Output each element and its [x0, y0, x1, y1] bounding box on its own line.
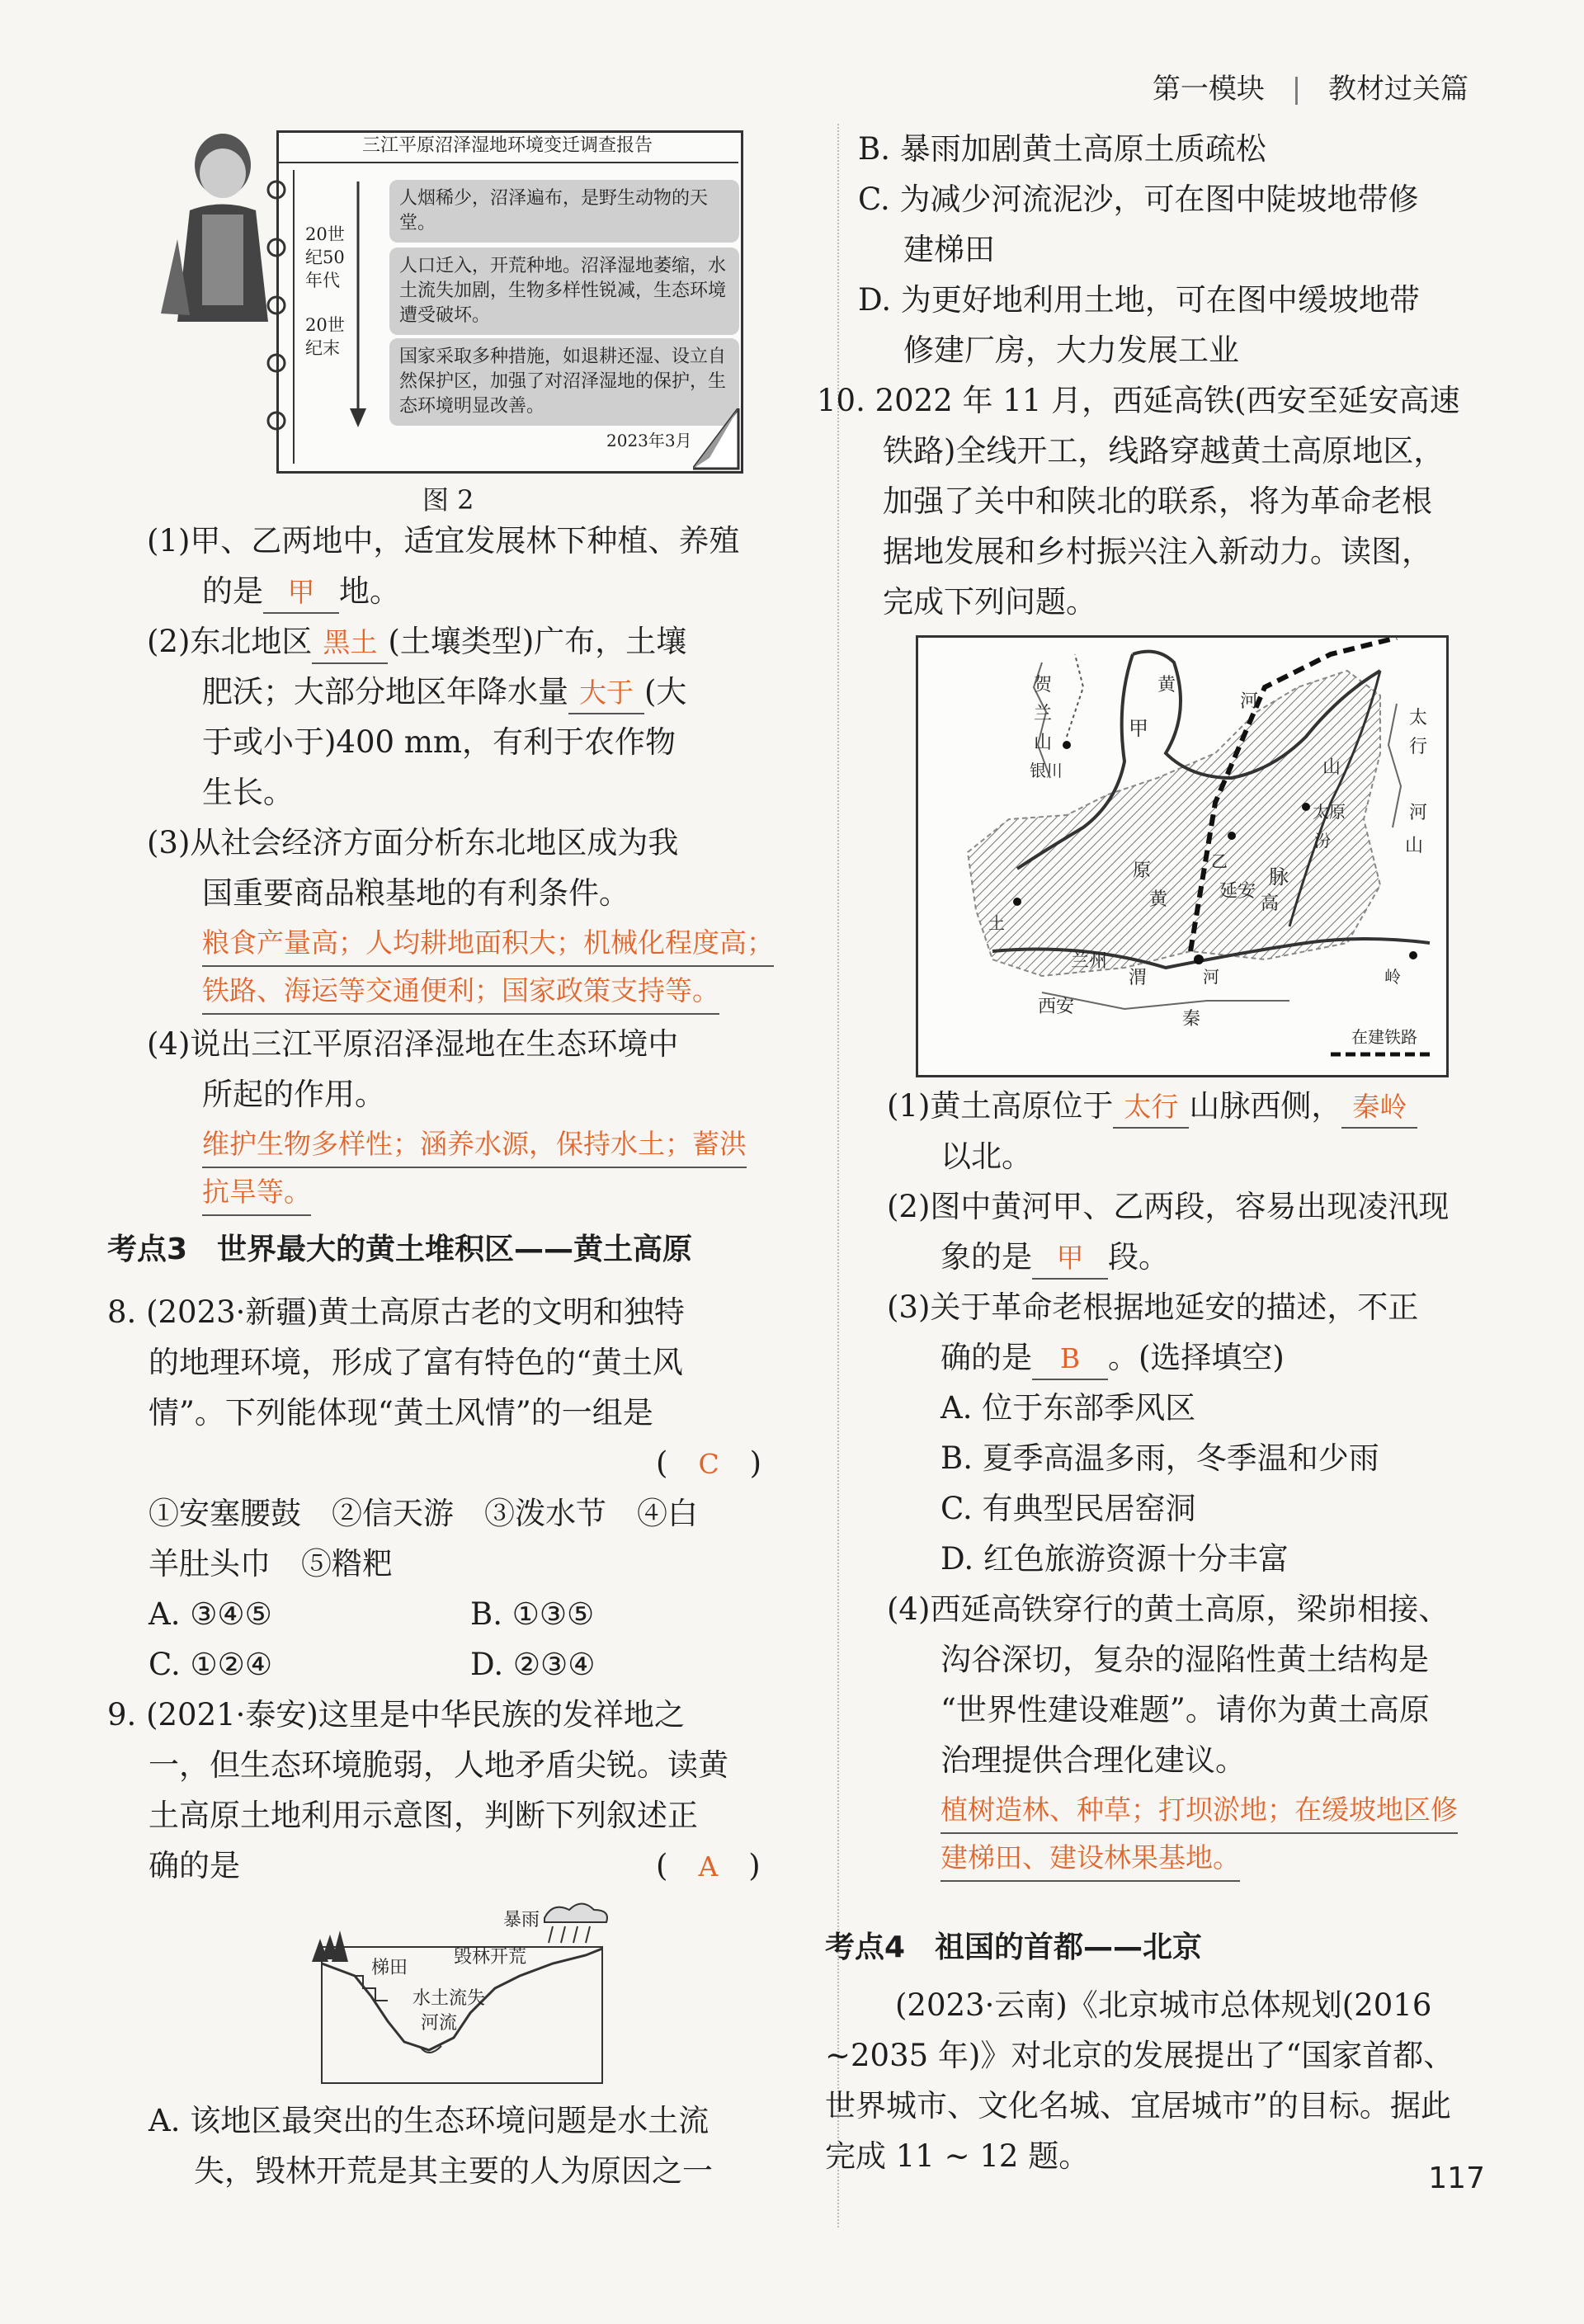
figure-2 — [157, 124, 751, 487]
notebook-rings — [260, 173, 293, 454]
timeline-arrow — [348, 181, 368, 429]
q10-s1-line2: 以北。 — [940, 1138, 1032, 1174]
fig-label-terrace: 梯田 — [371, 1958, 408, 1978]
prev-q2b-post: (大 — [644, 674, 687, 709]
intro-line1: (2023·云南)《北京城市总体规划(2016 — [895, 1987, 1432, 2023]
map-label-shan: 山 — [1034, 733, 1053, 753]
q9-option-c-line1: C. 为减少河流泥沙，可在图中陡坡地带修 — [858, 181, 1419, 217]
q10-line5: 完成下列问题。 — [883, 584, 1096, 620]
map-label-zhengzhou: 岭 — [1384, 967, 1401, 987]
prev-q4-answer-1: 维护生物多样性；涵养水源，保持水土；蓄洪 — [202, 1122, 747, 1168]
q10-s2-answer: 甲 — [1032, 1238, 1108, 1280]
time-label-1950s: 20世纪50年代 — [305, 224, 345, 290]
prev-q2-line3: 于或小于)400 mm，有利于农作物 — [202, 724, 676, 760]
map-label-huang2: 原 — [1133, 860, 1152, 881]
prev-q1-line2 — [202, 566, 400, 617]
q10-s3-line2 — [940, 1332, 1285, 1384]
page-header — [1153, 66, 1468, 106]
map-label-yanan: 乙 — [1211, 851, 1228, 871]
map-label-hang: 行 — [1409, 737, 1428, 757]
prev-q3-line1: (3)从社会经济方面分析东北地区成为我 — [147, 825, 679, 860]
q10-s4-line4: 治理提供合理化建议。 — [940, 1742, 1246, 1778]
q10-s4-answer-1: 植树造林、种草；打坝淤地；在缓坡地区修 — [940, 1788, 1458, 1834]
prev-q2-answer-1: 黑土 — [312, 623, 388, 664]
q10-s3-option-b: B. 夏季高温多雨，冬季温和少雨 — [940, 1440, 1379, 1476]
prev-q2-answer-2: 大于 — [568, 673, 644, 714]
intro-line4: 完成 11 ~ 12 题。 — [825, 2138, 1090, 2174]
prev-q2-line4: 生长。 — [202, 775, 294, 810]
q9-line2: 一，但生态环境脆弱，人地矛盾尖锐。读黄 — [148, 1747, 728, 1783]
q9-option-c-line2: 建梯田 — [903, 232, 995, 267]
report-note-2: 人口迁入，开荒种地。沼泽湿地萎缩，水土流失加剧，生物多样性锐减，生态环境遭受破坏。 — [389, 247, 739, 335]
q10-line4: 据地发展和乡村振兴注入新动力。读图， — [883, 534, 1432, 569]
fig-label-deforestation: 毁林开荒 — [454, 1947, 527, 1968]
q8-line2: 的地理环境，形成了富有特色的“黄土风 — [148, 1345, 683, 1380]
page-curl — [693, 408, 742, 470]
q10-s3-line1: (3)关于革命老根据地延安的描述，不正 — [887, 1289, 1419, 1325]
q8-items-1: ①安塞腰鼓 ②信天游 ③泼水节 ④白 — [148, 1496, 698, 1531]
q10-s4-answer-2: 建梯田、建设林果基地。 — [940, 1836, 1240, 1882]
map-label-xian: 河 — [1203, 967, 1219, 987]
q10-s3-option-a: A. 位于东部季风区 — [940, 1390, 1196, 1426]
map-label-he: 贺 — [1034, 675, 1053, 695]
fig-label-river: 河流 — [421, 2013, 458, 2034]
prev-q4-answer-2: 抗旱等。 — [202, 1170, 311, 1216]
page-number: 117 — [1428, 2161, 1485, 2195]
map-label-qin: 西安 — [1038, 997, 1075, 1017]
prev-q1-line1: (1)甲、乙两地中，适宜发展林下种植、养殖 — [147, 523, 740, 559]
q8-option-c: C. ①②④ — [148, 1647, 273, 1682]
map-label-wei: 兰州 — [1071, 951, 1108, 972]
map-legend-railway: 在建铁路 — [1351, 1027, 1417, 1047]
prev-q2-pre: (2)东北地区 — [147, 624, 313, 659]
prev-q1-post: 地。 — [339, 573, 400, 609]
time-label-late-century: 20世纪末 — [305, 315, 345, 358]
kaodian-4-heading: 考点4 祖国的首都——北京 — [825, 1930, 1203, 1964]
prev-q4-line2: 所起的作用。 — [202, 1077, 385, 1112]
prev-q2-line1 — [147, 616, 686, 667]
prev-q2-line2 — [202, 667, 686, 718]
map-label-lanzhou: 土 — [988, 913, 1005, 933]
report-title: 三江平原沼泽湿地环境变迁调查报告 — [276, 130, 738, 163]
q10-s2-line1: (2)图中黄河甲、乙两段，容易出现凌汛现 — [887, 1189, 1450, 1224]
prev-q1-answer: 甲 — [263, 573, 339, 614]
margin-line — [293, 170, 295, 464]
q10-line3: 加强了关中和陕北的联系，将为革命老根 — [883, 483, 1432, 519]
map-label-shan2: 山 — [1322, 757, 1341, 778]
map-label-gao: 延安 — [1219, 881, 1256, 902]
q8-answer-bracket: ( C ) — [656, 1445, 762, 1481]
map-label-tai: 太 — [1409, 708, 1428, 728]
prev-q2b-pre: 肥沃；大部分地区年降水量 — [202, 674, 568, 709]
q10-s1-line1 — [887, 1081, 1417, 1132]
land-use-figure — [305, 1897, 619, 2087]
map-label-shan3: 河 — [1409, 803, 1428, 823]
q10-s3-option-c: C. 有典型民居窑洞 — [940, 1491, 1196, 1526]
loess-plateau-map — [916, 635, 1449, 1077]
map-label-wei-he: 渭 — [1129, 968, 1148, 988]
report-date: 2023年3月 — [606, 431, 692, 450]
header-section: 教材过关篇 — [1328, 73, 1468, 106]
report-note-3: 国家采取多种措施，如退耕还湿、设立自然保护区，加强了对沼泽湿地的保护，生态环境明显改善。 — [389, 338, 739, 426]
q8-option-d: D. ②③④ — [470, 1647, 596, 1682]
q10-s1-answer-2: 秦岭 — [1341, 1087, 1417, 1129]
q10-s4-line2: 沟谷深切，复杂的湿陷性黄土结构是 — [940, 1642, 1429, 1677]
q9-option-d-line1: D. 为更好地利用土地，可在图中缓坡地带 — [858, 282, 1420, 318]
q10-s4-line1: (4)西延高铁穿行的黄土高原，梁峁相接、 — [887, 1591, 1450, 1627]
q9-line1: 9. (2021·泰安)这里是中华民族的发祥地之 — [107, 1697, 685, 1732]
column-divider — [837, 124, 840, 2227]
q10-s2-post: 段。 — [1108, 1239, 1169, 1275]
prev-q3-answer-2: 铁路、海运等交通便利；国家政策支持等。 — [202, 969, 719, 1015]
intro-line3: 世界城市、文化名城、宜居城市”的目标。据此 — [825, 2088, 1451, 2124]
q9-answer: A — [698, 1850, 719, 1883]
q9-option-a-line2: 失，毁林开荒是其主要的人为原因之一 — [194, 2153, 713, 2189]
q10-s3-answer: B — [1032, 1339, 1108, 1380]
q10-s3-option-d: D. 红色旅游资源十分丰富 — [940, 1541, 1289, 1577]
q8-answer: C — [698, 1448, 719, 1480]
q9-option-a-line1: A. 该地区最突出的生态环境问题是水土流 — [148, 2103, 710, 2138]
prev-q4-line1: (4)说出三江平原沼泽湿地在生态环境中 — [147, 1026, 679, 1062]
q10-s2-line2 — [940, 1232, 1169, 1283]
prev-q3-answer-1: 粮食产量高；人均耕地面积大；机械化程度高； — [202, 921, 774, 967]
q10-s3-pre: 确的是 — [940, 1340, 1032, 1375]
fig-label-erosion: 水土流失 — [412, 1988, 486, 2009]
map-label-huang: 黄 — [1157, 675, 1176, 695]
q8-line3: 情”。下列能体现“黄土风情”的一组是 — [148, 1395, 653, 1431]
prev-q1-pre: 的是 — [202, 573, 263, 609]
map-label-tu: 黄 — [1149, 889, 1168, 910]
report-note-1: 人烟稀少，沼泽遍布，是野生动物的天堂。 — [389, 180, 739, 243]
q10-s2-pre: 象的是 — [940, 1239, 1032, 1275]
q9-line4: 确的是 — [148, 1848, 240, 1883]
q9-answer-bracket: ( A ) — [656, 1848, 761, 1883]
q10-s1-mid: 山脉西侧， — [1189, 1088, 1342, 1124]
figure-2-caption: 图 2 — [422, 484, 474, 516]
q8-option-b: B. ①③⑤ — [470, 1596, 595, 1632]
map-label-fen: 汾 — [1314, 831, 1331, 851]
fig-label-rain: 暴雨 — [503, 1910, 540, 1930]
q10-line2: 铁路)全线开工，线路穿越黄土高原地区， — [883, 433, 1445, 469]
q10-line1: 10. 2022 年 11 月，西延高铁(西安至延安高速 — [817, 383, 1460, 418]
q8-option-a: A. ③④⑤ — [148, 1596, 272, 1632]
header-divider: | — [1291, 73, 1302, 106]
q10-s3-post: 。(选择填空) — [1108, 1340, 1285, 1375]
q10-s4-line3: “世界性建设难题”。请你为黄土高原 — [940, 1692, 1430, 1728]
prev-q3-line2: 国重要商品粮基地的有利条件。 — [202, 875, 629, 911]
q8-items-2: 羊肚头巾 ⑤糌粑 — [148, 1546, 393, 1582]
prev-q2-post: (土壤类型)广布，土壤 — [388, 624, 687, 659]
kaodian-3-heading: 考点3 世界最大的黄土堆积区——黄土高原 — [107, 1233, 693, 1266]
map-label-ling: 秦 — [1182, 1009, 1201, 1030]
intro-line2: ~2035 年)》对北京的发展提出了“国家首都、 — [825, 2038, 1454, 2073]
q10-s1-pre: (1)黄土高原位于 — [887, 1088, 1114, 1124]
q9-option-b: B. 暴雨加剧黄土高原土质疏松 — [858, 131, 1266, 167]
q10-s1-answer-1: 太行 — [1113, 1087, 1189, 1129]
map-label-yinchuan: 银川 — [1030, 761, 1063, 780]
q8-line1: 8. (2023·新疆)黄土高原古老的文明和独特 — [107, 1294, 685, 1330]
map-label-yi: 脉 — [1269, 865, 1289, 889]
map-label-river-he: 河 — [1240, 691, 1259, 712]
header-module: 第一模块 — [1152, 73, 1265, 106]
map-label-jia: 甲 — [1129, 717, 1148, 740]
q9-option-d-line2: 修建厂房，大力发展工业 — [903, 332, 1239, 368]
map-label-taiyuan: 太原 — [1313, 802, 1346, 822]
map-label-mai: 山 — [1405, 836, 1424, 856]
map-label-yuan: 高 — [1261, 893, 1280, 914]
q9-line3: 土高原土地利用示意图，判断下列叙述正 — [148, 1798, 698, 1833]
map-label-lan: 兰 — [1034, 704, 1053, 724]
